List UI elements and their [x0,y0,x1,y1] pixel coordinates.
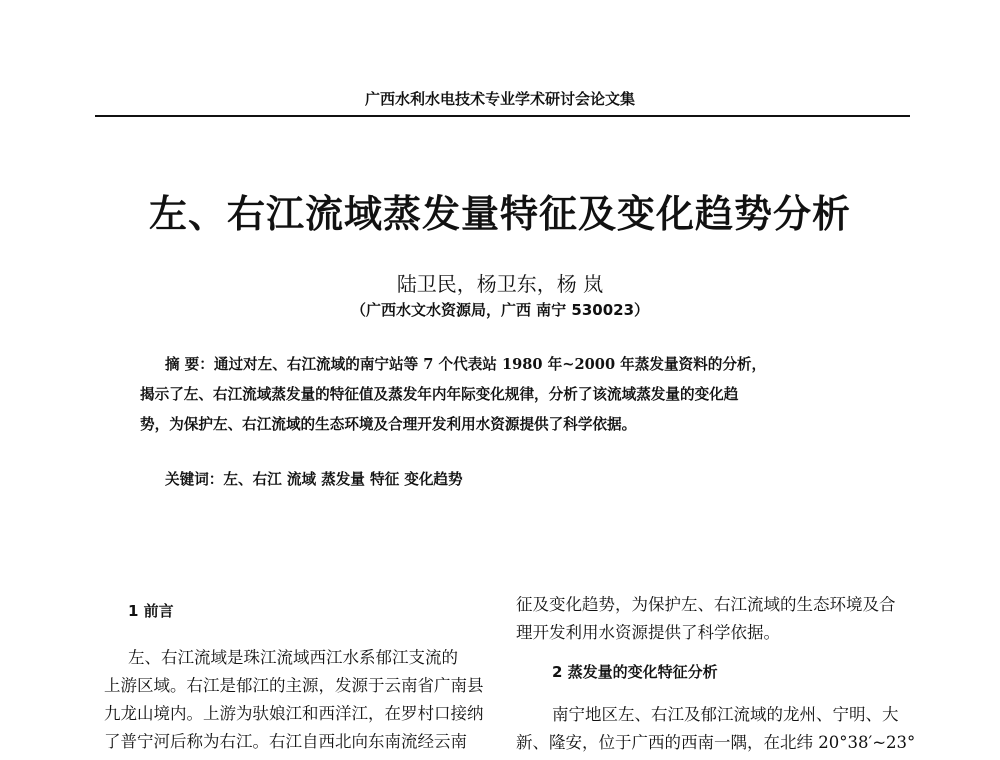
running-head: 广西水利水电技术专业学术研讨会论文集 [364,90,635,108]
abstract-line: 揭示了左、右江流域蒸发量的特征值及蒸发年内年际变化规律，分析了该流域蒸发量的变化趋 [140,386,739,403]
keywords [165,468,463,489]
body-line: 了普宁河后称为右江。右江自西北向东南流经云南 [104,732,467,751]
authors: 陆卫民，杨卫东，杨 岚 [396,272,604,296]
body-line: 上游区域。右江是郁江的主源，发源于云南省广南县 [104,676,484,695]
abstract-text: 通过对左、右江流域的南宁站等 7 个代表站 1980 年~2000 年蒸发量资料的分析， [213,356,767,373]
body-line: 新、隆安，位于广西的西南一隅，在北纬 20°38′~23° [516,733,916,752]
body-line: 左、右江流域是珠江流域西江水系郁江支流的 [128,648,458,667]
body-line: 南宁地区左、右江及郁江流域的龙州、宁明、大 [552,705,899,724]
abstract-line [165,353,766,374]
affiliation: （广西水文水资源局，广西 南宁 530023） [350,301,650,319]
body-line: 征及变化趋势，为保护左、右江流域的生态环境及合 [516,595,896,614]
abstract-label: 摘 要： [165,356,214,373]
keywords-label: 关键词： [165,471,224,488]
section-heading-2: 2 蒸发量的变化特征分析 [552,663,718,681]
paper-title: 左、右江流域蒸发量特征及变化趋势分析 [148,191,851,236]
section-heading-1: 1 前言 [128,602,174,620]
body-line: 九龙山境内。上游为驮娘江和西洋江，在罗村口接纳 [104,704,484,723]
keywords-text: 左、右江 流域 蒸发量 特征 变化趋势 [223,471,463,488]
body-line: 理开发利用水资源提供了科学依据。 [516,623,780,642]
abstract-line: 势，为保护左、右江流域的生态环境及合理开发利用水资源提供了科学依据。 [140,416,637,433]
header-rule [95,115,910,117]
